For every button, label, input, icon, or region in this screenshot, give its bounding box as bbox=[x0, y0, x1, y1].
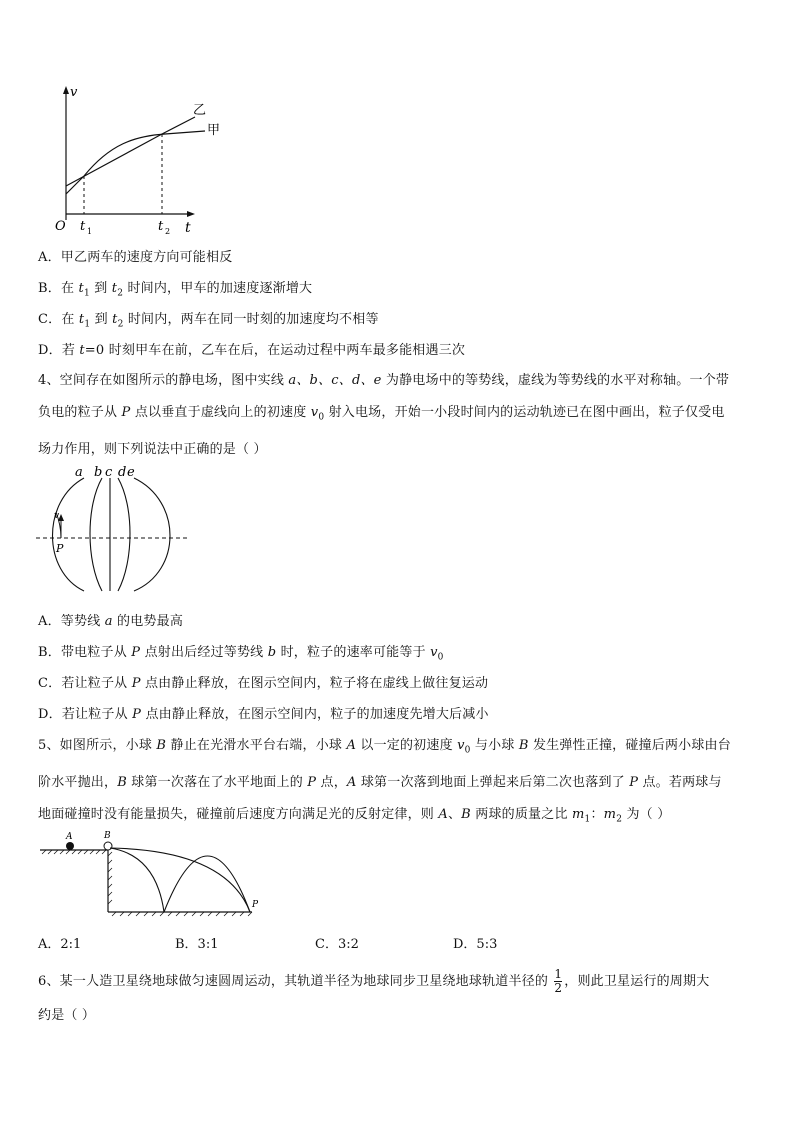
ball-a-label: A bbox=[66, 832, 73, 842]
q3-option-d: D．若 t=0 时刻甲车在前，乙车在后，在运动过程中两车最多能相遇三次 bbox=[38, 343, 466, 358]
t-axis-label: t bbox=[185, 220, 191, 236]
velocity-label: v bbox=[54, 511, 60, 521]
q5-line-1: 5、如图所示，小球 B 静止在光滑水平台右端，小球 A 以一定的初速度 $v_0$ 与小球 B 发生弹性正撞，碰撞后两小球由台 bbox=[38, 738, 731, 756]
q3-option-c: C．在 $t_1$ 到 $t_2$ 时间内，两车在同一时刻的加速度均不相等 bbox=[38, 312, 379, 330]
q5-line-3: 地面碰撞时没有能量损失，碰撞前后速度方向满足光的反射定律，则 A、B 两球的质量之比 $m_1$：$m_2$ 为（ ） bbox=[38, 806, 671, 825]
line-c-label: c bbox=[105, 466, 113, 480]
line-e-label: e bbox=[127, 466, 135, 480]
q5-option-c: C．3:2 bbox=[315, 937, 359, 952]
q3-option-a: A．甲乙两车的速度方向可能相反 bbox=[38, 250, 233, 265]
v-axis-label: v bbox=[70, 85, 78, 100]
q6-line-2: 约是（ ） bbox=[38, 1008, 96, 1023]
q4-line-2: 负电的粒子从 P 点以垂直于虚线向上的初速度 $v_0$ 射入电场，开始一小段时间内的运动轨迹已在图中画出，粒子仅受电 bbox=[38, 405, 725, 423]
curve-yi-label: 乙 bbox=[193, 103, 207, 118]
question-4-stem bbox=[38, 365, 768, 466]
projectile-diagram bbox=[36, 830, 266, 920]
q4-line-1: 4、空间存在如图所示的静电场，图中实线 a、b、c、d、e 为静电场中的等势线，虚线为等势线的水平对称轴。一个带 bbox=[38, 373, 730, 388]
q5-option-d: D．5:3 bbox=[453, 937, 498, 952]
q5-option-b: B．3:1 bbox=[175, 937, 219, 952]
line-b-label: b bbox=[94, 466, 103, 480]
equipotential-diagram bbox=[34, 466, 194, 594]
t1-sub: 1 bbox=[87, 227, 93, 236]
q4-line-3: 场力作用，则下列说法中正确的是（ ） bbox=[38, 441, 267, 457]
point-p-label: P bbox=[56, 542, 64, 555]
q4-option-b: B．带电粒子从 P 点射出后经过等势线 b 时，粒子的速率可能等于 $v_0$ bbox=[38, 645, 444, 663]
ball-b-label: B bbox=[104, 831, 111, 841]
t1-label: t bbox=[80, 219, 86, 234]
t2-sub: 2 bbox=[165, 227, 171, 236]
question-5-stem bbox=[38, 730, 768, 835]
q3-option-b: B．在 $t_1$ 到 $t_2$ 时间内，甲车的加速度逐渐增大 bbox=[38, 281, 313, 299]
point-p-label: P bbox=[252, 900, 259, 910]
velocity-time-graph bbox=[50, 82, 230, 242]
origin-label: O bbox=[55, 219, 66, 234]
line-a-label: a bbox=[75, 466, 83, 480]
q4-option-c: C．若让粒子从 P 点由静止释放，在图示空间内，粒子将在虚线上做往复运动 bbox=[38, 676, 489, 691]
q6-line-1: 6、某一人造卫星绕地球做匀速圆周运动，其轨道半径为地球同步卫星绕地球轨道半径的 $\frac{1}{2}$ ，则此卫星运行的周期大 bbox=[38, 967, 710, 995]
line-d-label: d bbox=[118, 466, 127, 480]
t2-label: t bbox=[158, 219, 164, 234]
q5-line-2: 阶水平抛出，B 球第一次落在了水平地面上的 P 点，A 球第一次落到地面上弹起来后第二次也落到了 P 点。若两球与 bbox=[38, 774, 722, 790]
q5-option-a: A．2:1 bbox=[38, 937, 82, 952]
q4-option-d: D．若让粒子从 P 点由静止释放，在图示空间内，粒子的加速度先增大后减小 bbox=[38, 707, 489, 722]
q4-option-a: A．等势线 a 的电势最高 bbox=[38, 614, 184, 629]
fraction-one-half: $\frac{1}{2}$ bbox=[554, 967, 563, 995]
curve-jia-label: 甲 bbox=[207, 123, 221, 138]
